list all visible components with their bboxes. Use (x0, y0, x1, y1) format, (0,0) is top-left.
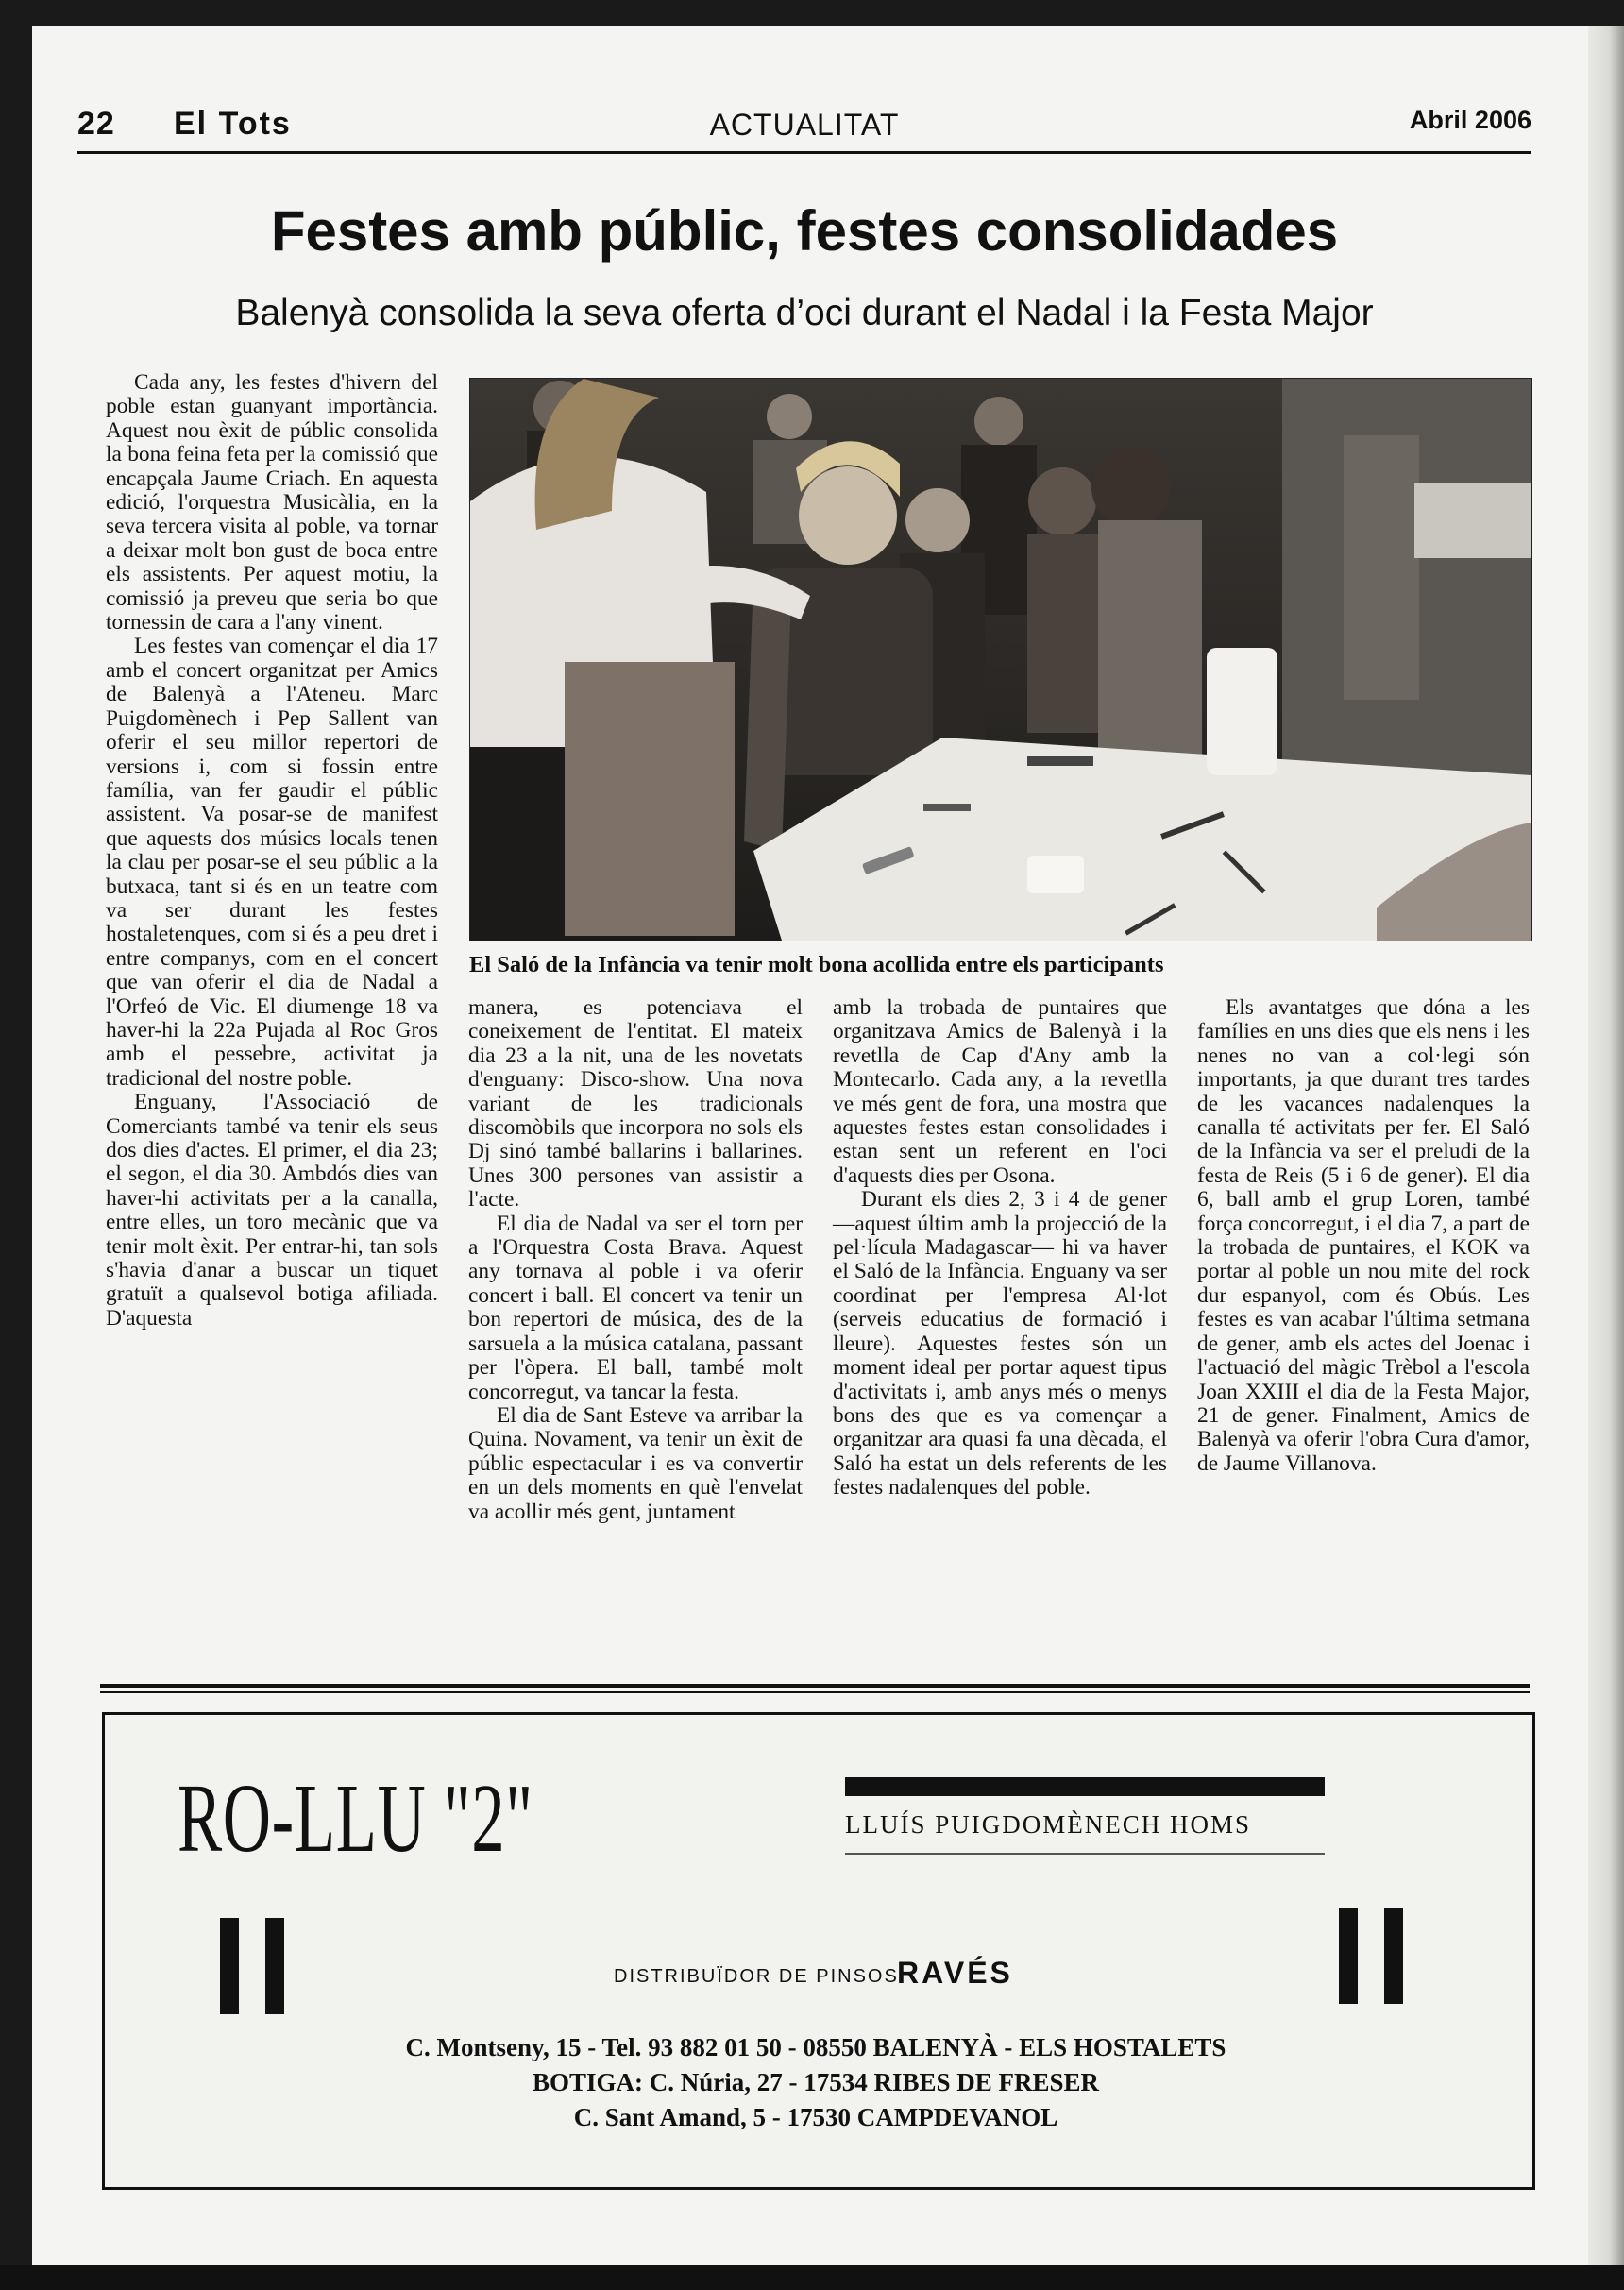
article-headline: Festes amb públic, festes consolidades (270, 199, 1339, 263)
article-column-4 (1197, 996, 1530, 1476)
paragraph: Cada any, les festes d'hivern del poble estan guanyant importància. Aquest nou èxit de públic consolida la bona feina feta per la comissió que encapçala Jaume Criach. En aquesta edició, l'orquestra Musicàlia, en la seva tercera visita al poble, va tornar a deixar molt bon gust de boca entre els assistents. Per aquest motiu, la comissió ja preveu que seria bo que tornessin de cara a l'any vinent. (106, 370, 438, 636)
paragraph: Enguany, l'Associació de Comerciants també va tenir els seus dos dies d'actes. El primer, el dia 23; el segon, el dia 30. Ambdós dies van haver-hi activitats per a la canalla, entre elles, un toro mecànic que va tenir molt èxit. Per entrar-hi, tan sols s'havia d'anar a buscar un tiquet gratuït a qualsevol botiga afiliada. D'aquesta (106, 1090, 438, 1331)
page-spine (1588, 26, 1624, 2265)
advert-owner-rule (845, 1853, 1325, 1855)
page-number: 22 (77, 106, 115, 142)
photo-illustration (470, 379, 1531, 941)
advert-distributor-brand: RAVÉS (897, 1956, 1013, 1990)
advert-brand: RO-LLU "2" (178, 1764, 533, 1873)
separator-rule (100, 1684, 1530, 1688)
article-photo (469, 378, 1532, 941)
article-column-1 (106, 371, 438, 1331)
article-subheadline: Balenyà consolida la seva oferta d’oci durant el Nadal i la Festa Major (235, 293, 1374, 333)
page-header (77, 77, 1531, 145)
paragraph: El dia de Nadal va ser el torn per a l'Orquestra Costa Brava. Aquest any tornava al poble i va oferir concert i ball. El concert va tenir un bon repertori de música, des de la sarsuela a la música catalana, passant per l'òpera. El ball, també molt concorregut, va tancar la festa. (468, 1211, 803, 1404)
advert-distributor: DISTRIBUÏDOR DE PINSOS (614, 1966, 899, 1987)
section-name: ACTUALITAT (709, 108, 900, 142)
photo-caption: El Saló de la Infància va tenir molt bona acollida entre els participants (469, 952, 1164, 977)
advert-bar (845, 1777, 1325, 1796)
paragraph: manera, es potenciava el coneixement de l'entitat. El mateix dia 23 a la nit, una de les novetats d'enguany: Disco-show. Una nova variant de les tradicionals discomòbils que incorpora no sols els Dj sinó també ballarins i ballarines. Unes 300 persones van assistir a l'acte. (468, 995, 803, 1213)
paragraph: Durant els dies 2, 3 i 4 de gener —aquest últim amb la projecció de la pel·lícula Madagascar— hi va haver el Saló de la Infància. Enguany va ser coordinat per l'empresa Al·lot (serveis educatius de formació i lleure). Aquestes festes són un moment ideal per portar aquest tipus d'activitats i, amb anys més o menys bons des que es va començar a organitzar ara quasi fa una dècada, el Saló ha estat un dels referents de les festes nadalenques del poble. (833, 1187, 1167, 1501)
header-rule (77, 151, 1531, 154)
separator-rule (100, 1691, 1530, 1693)
advert-address-line: C. Sant Amand, 5 - 17530 CAMPDEVANOL (573, 2103, 1058, 2131)
paragraph: El dia de Sant Esteve va arribar la Quina. Novament, va tenir un èxit de públic espectacular i es va convertir en un dels moments en què l'envelat va acollir més gent, juntament (468, 1402, 803, 1524)
paragraph: amb la trobada de puntaires que organitzava Amics de Balenyà i la revetlla de Cap d'Any amb la Montecarlo. Cada any, a la revetlla ve més gent de fora, una mostra que aquestes festes estan consolidades i estan sent un referent en l'oci d'aquests dies per Osona. (833, 995, 1167, 1188)
advert-owner: LLUÍS PUIGDOMÈNECH HOMS (845, 1810, 1252, 1839)
publication-name: El Tots (174, 106, 292, 142)
issue-date: Abril 2006 (1409, 106, 1531, 134)
article-column-3 (833, 996, 1167, 1501)
paragraph: Els avantatges que dóna a les famílies en uns dies que els nens i les nenes no van a col·legi són importants, ja que durant tres tardes de les vacances nadalenques la canalla té activitats per fer. El Saló de la Infància va ser el preludi de la festa de Reis (5 i 6 de gener). El dia 6, ball amb el grup Loren, també força concorregut, i el dia 7, a part de la trobada de puntaires, el KOK va portar al poble un nou mite del rock dur espanyol, com és Obús. Les festes es van acabar l'última setmana de gener, amb els actes del Joenac i l'actuació del màgic Trèbol a l'escola Joan XXIII el dia de la Festa Major, 21 de gener. Finalment, Amics de Balenyà va oferir l'obra Cura d'amor, de Jaume Villanova. (1197, 995, 1530, 1476)
advert-addresses (102, 2030, 1530, 2135)
advert-block (1384, 1908, 1403, 2004)
scan-border (0, 2265, 1624, 2290)
paragraph: Les festes van començar el dia 17 amb el concert organitzat per Amics de Balenyà a l'Ateneu. Marc Puigdomènech i Pep Sallent van oferir el seu millor repertori de versions i, com si fossin entre família, van fer gaudir el públic assistent. Va posar-se de manifest que aquests dos músics locals tenen la clau per posar-se el seu públic a la butxaca, tant si és en un teatre com va ser durant les festes hostaletenques, com si és a peu dret i entre companys, com en el concert que van oferir el dia de Nadal a l'Orfeó de Vic. El diumenge 18 va haver-hi la 22a Pujada al Roc Gros amb el pessebre, activitat ja tradicional del nostre poble. (106, 634, 438, 1091)
advert-address-line: C. Montseny, 15 - Tel. 93 882 01 50 - 08550 BALENYÀ - ELS HOSTALETS (405, 2033, 1226, 2061)
advert-address-line: BOTIGA: C. Núria, 27 - 17534 RIBES DE FRESER (532, 2068, 1100, 2096)
advert-block (1339, 1908, 1358, 2004)
advert-block (220, 1918, 239, 2014)
advert-block (265, 1918, 284, 2014)
article-column-2 (468, 996, 803, 1524)
